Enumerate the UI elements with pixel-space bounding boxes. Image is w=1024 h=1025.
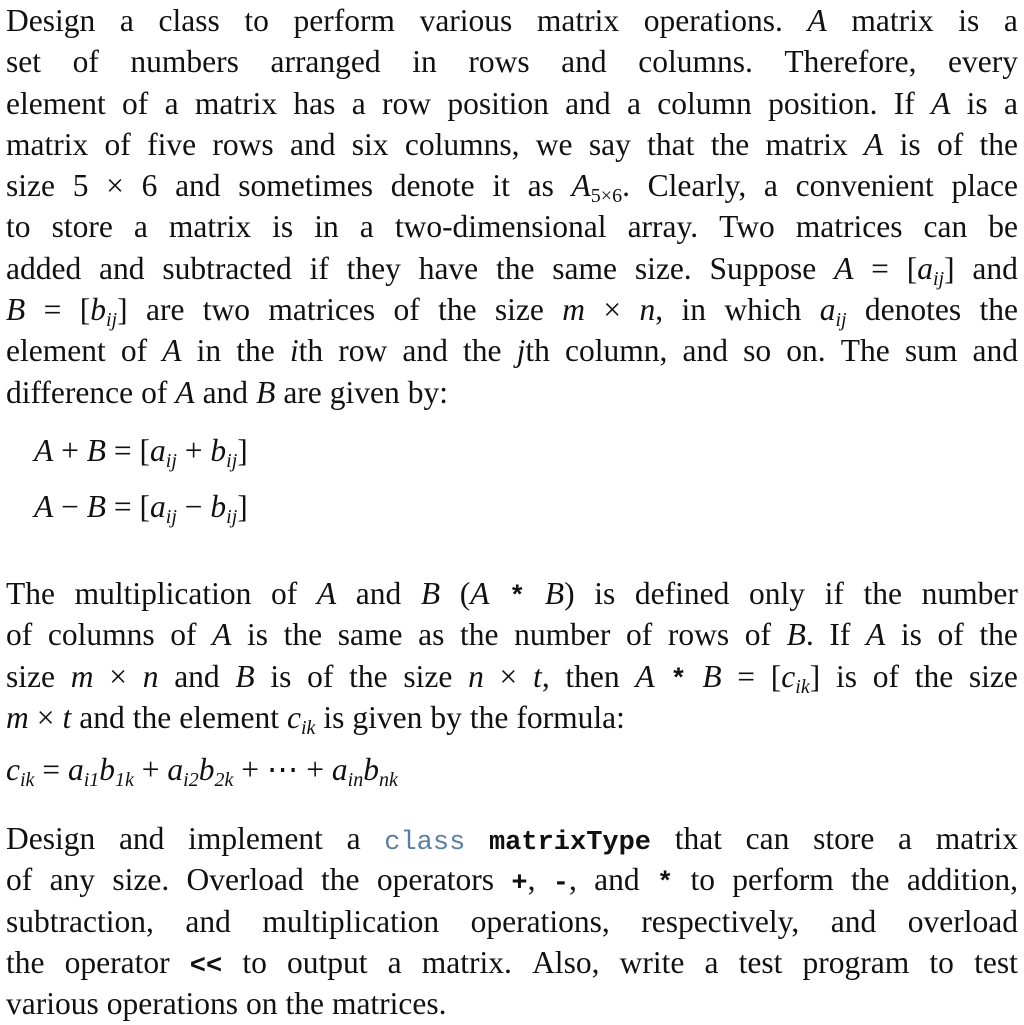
text-line: B = [bij] are two matrices of the size m × n, in which aij denotes the [6, 292, 1018, 332]
text-line: m × t and the element cik is given by the formula: [6, 699, 625, 739]
text-line: difference of A and B are given by: [6, 374, 449, 410]
text-line: Design and implement a class matrixType that can store a matrix [6, 821, 1018, 859]
text-line: of any size. Overload the operators +, -, and * to perform the addition, [6, 862, 1018, 900]
formula-product-element: cik = ai1b1k + ai2b2k + ⋯ + ainbnk [6, 752, 398, 792]
text-line: added and subtracted if they have the same size. Suppose A = [aij] and [6, 250, 1018, 290]
text-line: size m × n and B is of the size n × t, then A * B = [cik] is of the size [6, 658, 1018, 698]
text-line: size 5 × 6 and sometimes denote it as A5×6. Clearly, a convenient place [6, 168, 1018, 208]
text-line: Design a class to perform various matrix operations. A matrix is a [6, 3, 1018, 38]
text-line: subtraction, and multiplication operations, respectively, and overload [6, 903, 1018, 939]
text-line: set of numbers arranged in rows and columns. Therefore, every [6, 44, 1018, 80]
text-line: various operations on the matrices. [6, 986, 447, 1022]
equation-difference: A − B = [aij − bij] [34, 488, 248, 528]
text-line: to store a matrix is in a two-dimensional array. Two matrices can be [6, 209, 1018, 245]
text-line: of columns of A is the same as the number of rows of B. If A is of the [6, 617, 1018, 653]
equation-sum: A + B = [aij + bij] [34, 432, 248, 472]
text-line: element of a matrix has a row position and a column position. If A is a [6, 85, 1018, 121]
text-line: The multiplication of A and B (A * B) is defined only if the number [6, 575, 1018, 613]
paragraph-intro [6, 0, 1018, 413]
paragraph-multiplication [6, 573, 1018, 738]
text-line: element of A in the ith row and the jth column, and so on. The sum and [6, 333, 1018, 369]
paragraph-task [6, 818, 1018, 1024]
text-line: the operator << to output a matrix. Also, write a test program to test [6, 945, 1018, 983]
text-line: matrix of five rows and six columns, we say that the matrix A is of the [6, 126, 1018, 162]
